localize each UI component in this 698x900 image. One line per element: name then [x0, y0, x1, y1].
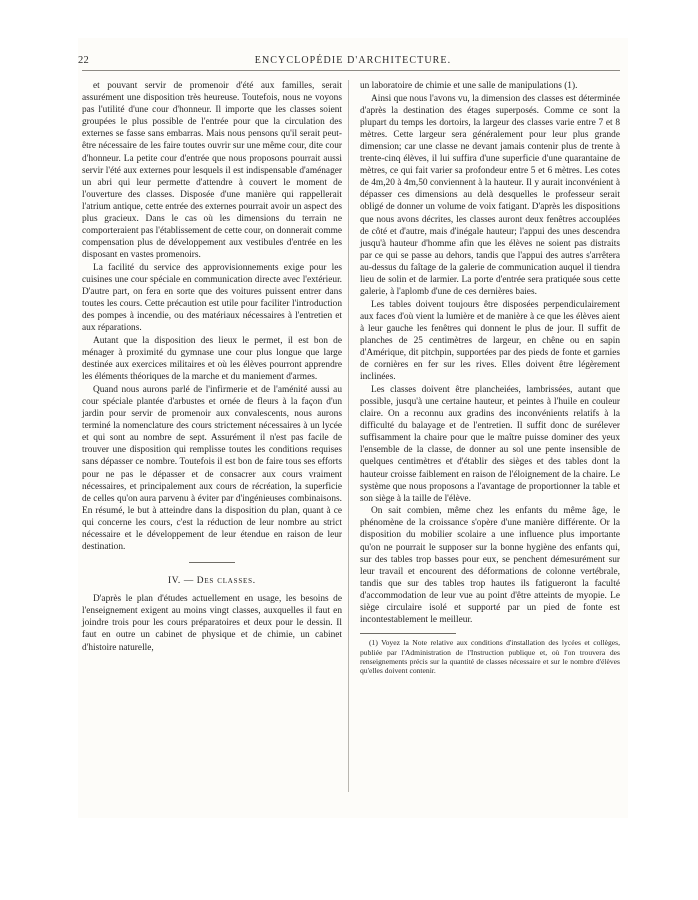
paragraph: et pouvant servir de promenoir d'été aux familles, serait assurément une disposition très heureuse. Toutefois, nous ne voyons pas l'utilité d'une cour d'honneur. Il importe que les classes soient groupées le plus possible de l'entrée pour que la circulation des externes se fasse sans embarras. Mais nous pensons qu'il serait peut-être nécessaire de les faire toutes ouvrir sur une même cour, dite cour d'honneur. La petite cour d'entrée que nous proposons pourrait aussi servir l'été aux externes pour lesquels il est indispensable d'aménager un abri qui leur permette d'attendre à couvert le moment de l'ouverture des classes. Disposée d'une manière qui rappellerait l'atrium antique, cette entrée des externes pourrait avoir un aspect des plus gracieux. Dans le cas où les dimensions du terrain ne comporteraient pas l'établissement de cette cour, on donnerait comme compensation plus de développement aux vestibules d'entrée en les disposant en vastes promenoirs. [82, 81, 342, 261]
paragraph: La facilité du service des approvisionnements exige pour les cuisines une cour spéciale en communication directe avec l'extérieur. D'autre part, on fera en sorte que des voitures puissent entrer dans toutes les cours. Cette précaution est utile pour faciliter l'introduction des pompes à incendie, ou des matériaux nécessaires à l'entretien et aux réparations. [82, 262, 342, 334]
left-column [82, 80, 342, 802]
running-title: ENCYCLOPÉDIE D'ARCHITECTURE. [254, 54, 452, 66]
paragraph: On sait combien, même chez les enfants du même âge, le phénomène de la croissance s'opère d'une manière différente. Or la disposition du mobilier scolaire a une influence plus importante qu'on ne pourrait le supposer sur la bonne hygiène des enfants qui, sur des tables trop basses pour eux, se penchent démesurément sur leur travail et encourent des déformations de colonne vertébrale, tandis que sur des tables trop hautes ils fatigueront la faculté d'accommodation de leur vue au point d'être atteints de myopie. Le siège circulaire isolé et supporté par un pied de fonte est incontestablement le meilleur. [360, 506, 620, 626]
paragraph: D'après le plan d'études actuellement en usage, les besoins de l'enseignement exigent au moins vingt classes, auxquelles il faut en joindre trois pour les cours préparatoires et deux pour le dessin. Il faut en outre un cabinet de physique et de chimie, un cabinet d'histoire naturelle, [82, 594, 342, 653]
header-rule [82, 70, 620, 71]
footnote: (1) Voyez la Note relative aux conditions d'installation des lycées et collèges, publiée par l'Administration de l'Instruction publique et, où l'on trouvera des renseignements précis sur la quantité de classes nécessaire et sur le nombre d'élèves qu'elles doivent contenir. [360, 638, 620, 676]
right-column [360, 80, 620, 802]
section-heading-text: Des classes. [196, 576, 256, 587]
paragraph: Autant que la disposition des lieux le permet, il est bon de ménager à proximité du gymnase une cour plus longue que large destinée aux exercices militaires et où les élèves pourront apprendre les éléments théoriques de la marche et du maniement d'armes. [82, 335, 342, 383]
section-rule [189, 562, 235, 563]
paragraph: Les tables doivent toujours être disposées perpendiculairement aux faces d'où vient la lumière et de manière à ce que les élèves aient à leur gauche les fenêtres qui donnent le plus de jour. Il suffit de planches de 25 centimètres de largeur, en chêne ou en sapin d'Amérique, dit pitchpin, supportées par des pieds de fonte et garnies de cornières en fer sur les rives. Elles doivent être légèrement inclinées. [360, 299, 620, 383]
paragraph: Quand nous aurons parlé de l'infirmerie et de l'aménité aussi au cour spéciale plantée d'arbustes et ornée de fleurs à la façon d'un jardin pour servir de promenoir aux convalescents, nous aurons terminé la nomenclature des cours strictement nécessaires à un lycée et qui sont au nombre de sept. Assurément il n'est pas facile de trouver une disposition qui remplisse toutes les conditions requises sans dépasser ce nombre. Toutefois il est bon de faire tous ses efforts pour ne pas le dépasser et de consacrer aux cours vraiment nécessaires, et principalement aux cours de récréation, la superficie de celles qu'on aura parvenu à éviter par d'ingénieuses combinaisons. En résumé, le but à atteindre dans la disposition du plan, quant à ce qui concerne les cours, c'est la réduction de leur nombre au strict nécessaire et le développement de leur étendue en raison de leur destination. [82, 384, 342, 553]
paragraph: Les classes doivent être plancheiées, lambrissées, autant que possible, jusqu'à une certaine hauteur, et peintes à l'huile en couleur claire. On a reconnu aux gradins des inconvénients relatifs à la difficulté du balayage et de l'entretien. Il suffit donc de surélever suffisamment la chaire pour que le maître puisse dominer des yeux l'ensemble de la classe, de donner au sol une pente insensible de quelques centimètres et d'établir des sièges et des tables dont la hauteur croisse faiblement en raison de l'éloignement de la chaire. Le système que nous proposons a l'avantage de proportionner la table et son siège à la taille de l'élève. [360, 384, 620, 504]
section-heading-number: IV. — [168, 576, 197, 587]
page-header [78, 52, 628, 68]
footnote-rule [360, 633, 456, 634]
paragraph: un laboratoire de chimie et une salle de manipulations (1). [360, 81, 578, 91]
section-heading [82, 576, 342, 586]
text-columns [82, 80, 620, 802]
folio-number: 22 [78, 54, 90, 66]
paragraph: Ainsi que nous l'avons vu, la dimension des classes est déterminée d'après la destination des étages superposés. Comme ce sont la plupart du temps les dortoirs, la largeur des classes varie entre 7 et 8 mètres. Cette largeur sera généralement pour leur plus grande dimension; car une classe ne devant jamais contenir plus de trente à trente-cinq élèves, il lui suffira d'une superficie d'une quarantaine de mètres, ce qui fait varier sa profondeur entre 5 et 6 mètres. Les cotes de 4m,20 à 4m,50 conviennent à la hauteur. Il y aurait inconvénient à dépasser ces dimensions au delà desquelles le professeur serait obligé de donner un volume de voix fatigant. D'après les dispositions que nous avons décrites, les classes auront deux fenêtres accouplées de côté et d'autre, mais d'inégale hauteur; l'appui des unes descendra jusqu'à hauteur d'homme afin que les élèves ne soient pas distraits par ce qui se passe au dehors, tandis que l'appui des autres s'arrêtera au-dessus du faîtage de la galerie de communication auquel il tiendra lieu de solin et de larmier. La porte d'entrée sera pratiquée sous cette galerie, à l'aplomb d'une de ces dernières baies. [360, 93, 620, 298]
